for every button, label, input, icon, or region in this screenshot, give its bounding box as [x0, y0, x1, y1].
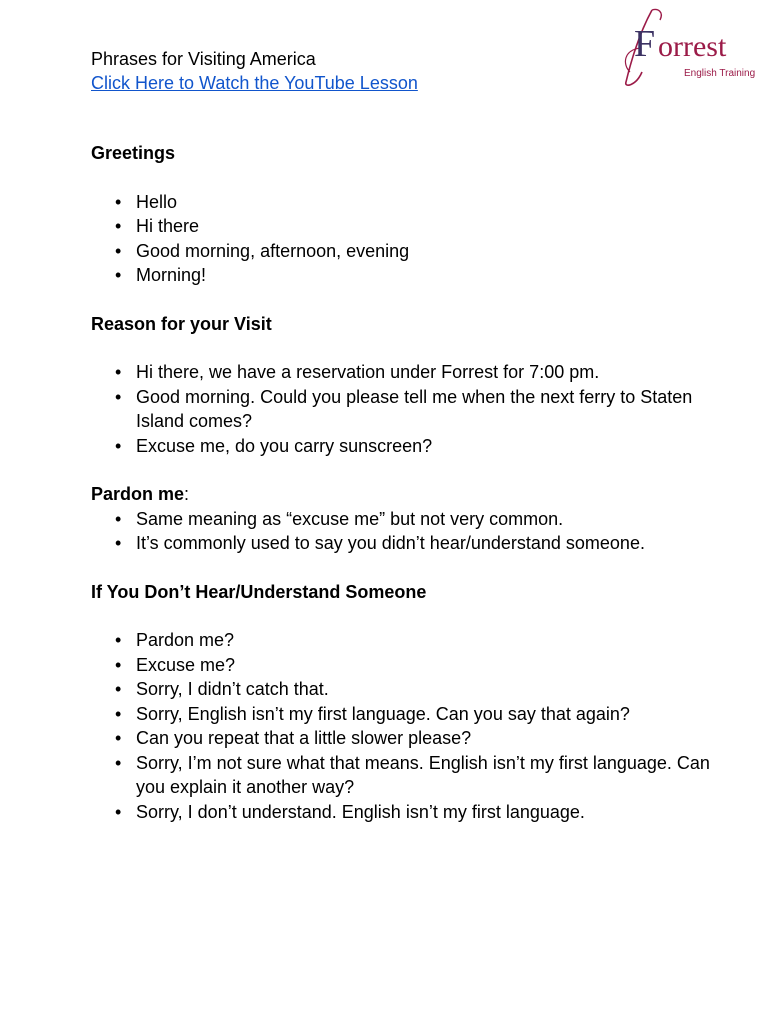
- spacer: [91, 288, 721, 312]
- bullet-icon: •: [115, 654, 122, 675]
- list-item: [91, 239, 721, 264]
- bullet-icon: •: [115, 508, 122, 529]
- youtube-lesson-link[interactable]: Click Here to Watch the YouTube Lesson: [91, 73, 418, 93]
- logo-tagline: English Training: [684, 68, 756, 79]
- not-understand-list: [91, 628, 721, 824]
- greetings-list: [91, 190, 721, 288]
- bullet-icon: •: [115, 216, 122, 236]
- list-item-text: Sorry, I didn’t catch that.: [136, 679, 329, 699]
- list-item: [91, 360, 721, 385]
- spacer: [91, 458, 721, 482]
- list-item: [91, 751, 721, 800]
- bullet-icon: •: [115, 240, 122, 261]
- section-heading-reason: Reason for your Visit: [91, 313, 272, 334]
- bullet-icon: •: [115, 703, 122, 724]
- list-item-text: Good morning. Could you please tell me when the next ferry to Staten Island comes?: [136, 386, 693, 431]
- list-item-text: Sorry, I’m not sure what that means. English isn’t my first language. Can you explain it another way?: [136, 752, 710, 797]
- list-item-text: Morning!: [136, 265, 207, 285]
- forrest-logo-graphic: [612, 2, 760, 88]
- bullet-icon: •: [115, 386, 122, 407]
- list-item: [91, 385, 721, 434]
- spacer: [91, 604, 721, 628]
- forrest-logo: [612, 2, 760, 88]
- reason-list: [91, 360, 721, 458]
- list-item-text: Hi there, we have a reservation under Forrest for 7:00 pm.: [136, 362, 600, 382]
- pardon-heading-text: Pardon me: [91, 484, 185, 504]
- list-item-text: Pardon me?: [136, 630, 235, 650]
- list-item: [91, 190, 721, 215]
- bullet-icon: •: [115, 801, 122, 822]
- pardon-heading-colon: :: [184, 484, 190, 504]
- spacer: [91, 336, 721, 360]
- list-item-text: Hello: [136, 191, 178, 212]
- list-item: [91, 434, 721, 459]
- section-heading-greetings: Greetings: [91, 143, 176, 163]
- document-body: [91, 141, 721, 824]
- list-item: [91, 263, 721, 288]
- list-item-text: Sorry, English isn’t my first language. Can you say that again?: [136, 703, 630, 724]
- list-item-text: Sorry, I don’t understand. English isn’t my first language.: [136, 801, 585, 822]
- section-heading-pardon: [91, 482, 721, 507]
- list-item: [91, 214, 721, 239]
- list-item-text: Good morning, afternoon, evening: [136, 240, 410, 261]
- list-item-text: Excuse me?: [136, 654, 236, 675]
- bullet-icon: •: [115, 265, 122, 285]
- list-item-text: Can you repeat that a little slower please?: [136, 728, 472, 748]
- list-item-text: It’s commonly used to say you didn’t hear/understand someone.: [136, 533, 645, 553]
- list-item: [91, 653, 721, 678]
- bullet-icon: •: [115, 435, 122, 456]
- bullet-icon: •: [115, 362, 122, 382]
- document-header: [91, 47, 418, 95]
- document-title: Phrases for Visiting America: [91, 49, 316, 69]
- list-item: [91, 507, 721, 532]
- list-item-text: Same meaning as “excuse me” but not very common.: [136, 508, 564, 529]
- list-item: [91, 800, 721, 825]
- section-heading-not-understand: If You Don’t Hear/Understand Someone: [91, 581, 427, 602]
- list-item: [91, 726, 721, 751]
- spacer: [91, 556, 721, 580]
- bullet-icon: •: [115, 630, 122, 650]
- logo-initial: F: [634, 23, 656, 65]
- list-item-text: Excuse me, do you carry sunscreen?: [136, 435, 433, 456]
- list-item: [91, 531, 721, 556]
- pardon-list: [91, 507, 721, 556]
- list-item-text: Hi there: [136, 216, 200, 236]
- list-item: [91, 628, 721, 653]
- list-item: [91, 702, 721, 727]
- bullet-icon: •: [115, 533, 122, 553]
- bullet-icon: •: [115, 679, 122, 699]
- list-item: [91, 677, 721, 702]
- bullet-icon: •: [115, 191, 122, 212]
- spacer: [91, 166, 721, 190]
- bullet-icon: •: [115, 728, 122, 748]
- logo-wordmark: orrest: [658, 30, 727, 63]
- logo-swoosh-top: [652, 9, 661, 20]
- bullet-icon: •: [115, 752, 122, 773]
